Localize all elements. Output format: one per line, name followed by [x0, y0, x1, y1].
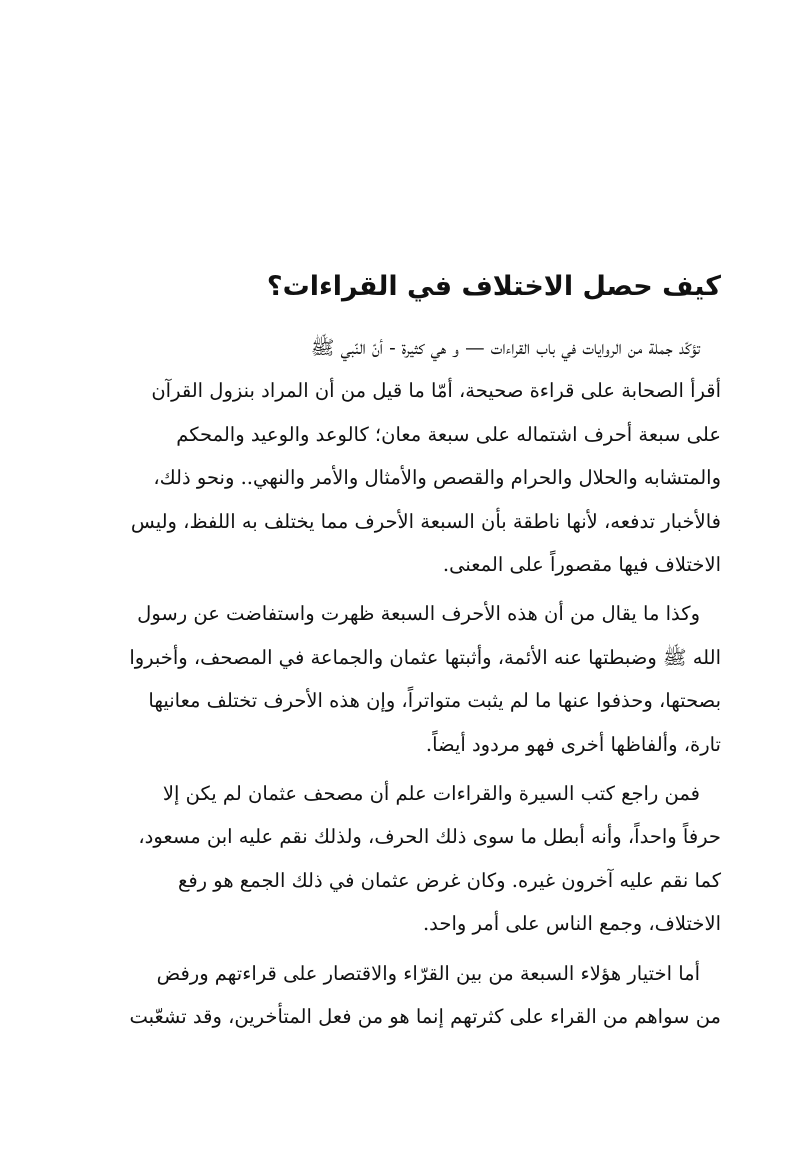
text-line: أما اختيار هؤلاء السبعة من بين القرّاء والاقتصار على قراءتهم ورفض: [156, 961, 700, 985]
text-line: بصحتها، وحذفوا عنها ما لم يثبت متواتراً، وإن هذه الأحرف تختلف معانيها: [148, 689, 721, 713]
text-line: وكذا ما يقال من أن هذه الأحرف السبعة ظهرت واستفاضت عن رسول: [137, 602, 700, 626]
text-line: من سواهم من القراء على كثرتهم إنما هو من فعل المتأخرين، وقد تشعّبت: [129, 1005, 721, 1029]
paragraph-4: [78, 952, 721, 1039]
text-line: تؤكّد جملة من الروايات في باب القراءات — و هي كثيرة - أنّ النّبي ﷺ: [310, 336, 700, 359]
text-line: على سبعة أحرف اشتماله على سبعة معان؛ كالوعد والوعيد والمحكم: [176, 422, 721, 446]
text-line: كما نقم عليه آخرون غيره. وكان غرض عثمان في ذلك الجمع هو رفع: [177, 868, 721, 892]
text-line: أقرأ الصحابة على قراءة صحيحة، أمّا ما قيل من أن المراد بنزول القرآن: [151, 379, 721, 403]
text-line: الاختلاف فيها مقصوراً على المعنى.: [442, 553, 721, 577]
body-text: [78, 326, 721, 1045]
text-line: فمن راجع كتب السيرة والقراءات علم أن مصحف عثمان لم يكن إلا: [162, 782, 700, 806]
text-line: فالأخبار تدفعه، لأنها ناطقة بأن السبعة الأحرف مما يختلف به اللفظ، وليس: [130, 509, 721, 533]
text-line: تارة، وألفاظها أخرى فهو مردود أيضاً.: [425, 732, 721, 756]
paragraph-3: [78, 772, 721, 946]
text-line: الله ﷺ وضبطتها عنه الأئمة، وأثبتها عثمان والجماعة في المصحف، وأخبروا: [129, 645, 721, 669]
paragraph-2: [78, 592, 721, 766]
paragraph-1: [78, 326, 721, 586]
text-line: والمتشابه والحلال والحرام والقصص والأمثال والأمر والنهي.. ونحو ذلك،: [153, 466, 721, 490]
section-heading: كيف حصل الاختلاف في القراءات؟: [266, 271, 721, 302]
text-line: حرفاً واحداً، وأنه أبطل ما سوى ذلك الحرف، ولذلك نقم عليه ابن مسعود،: [138, 825, 721, 849]
text-line: الاختلاف، وجمع الناس على أمر واحد.: [422, 912, 721, 936]
